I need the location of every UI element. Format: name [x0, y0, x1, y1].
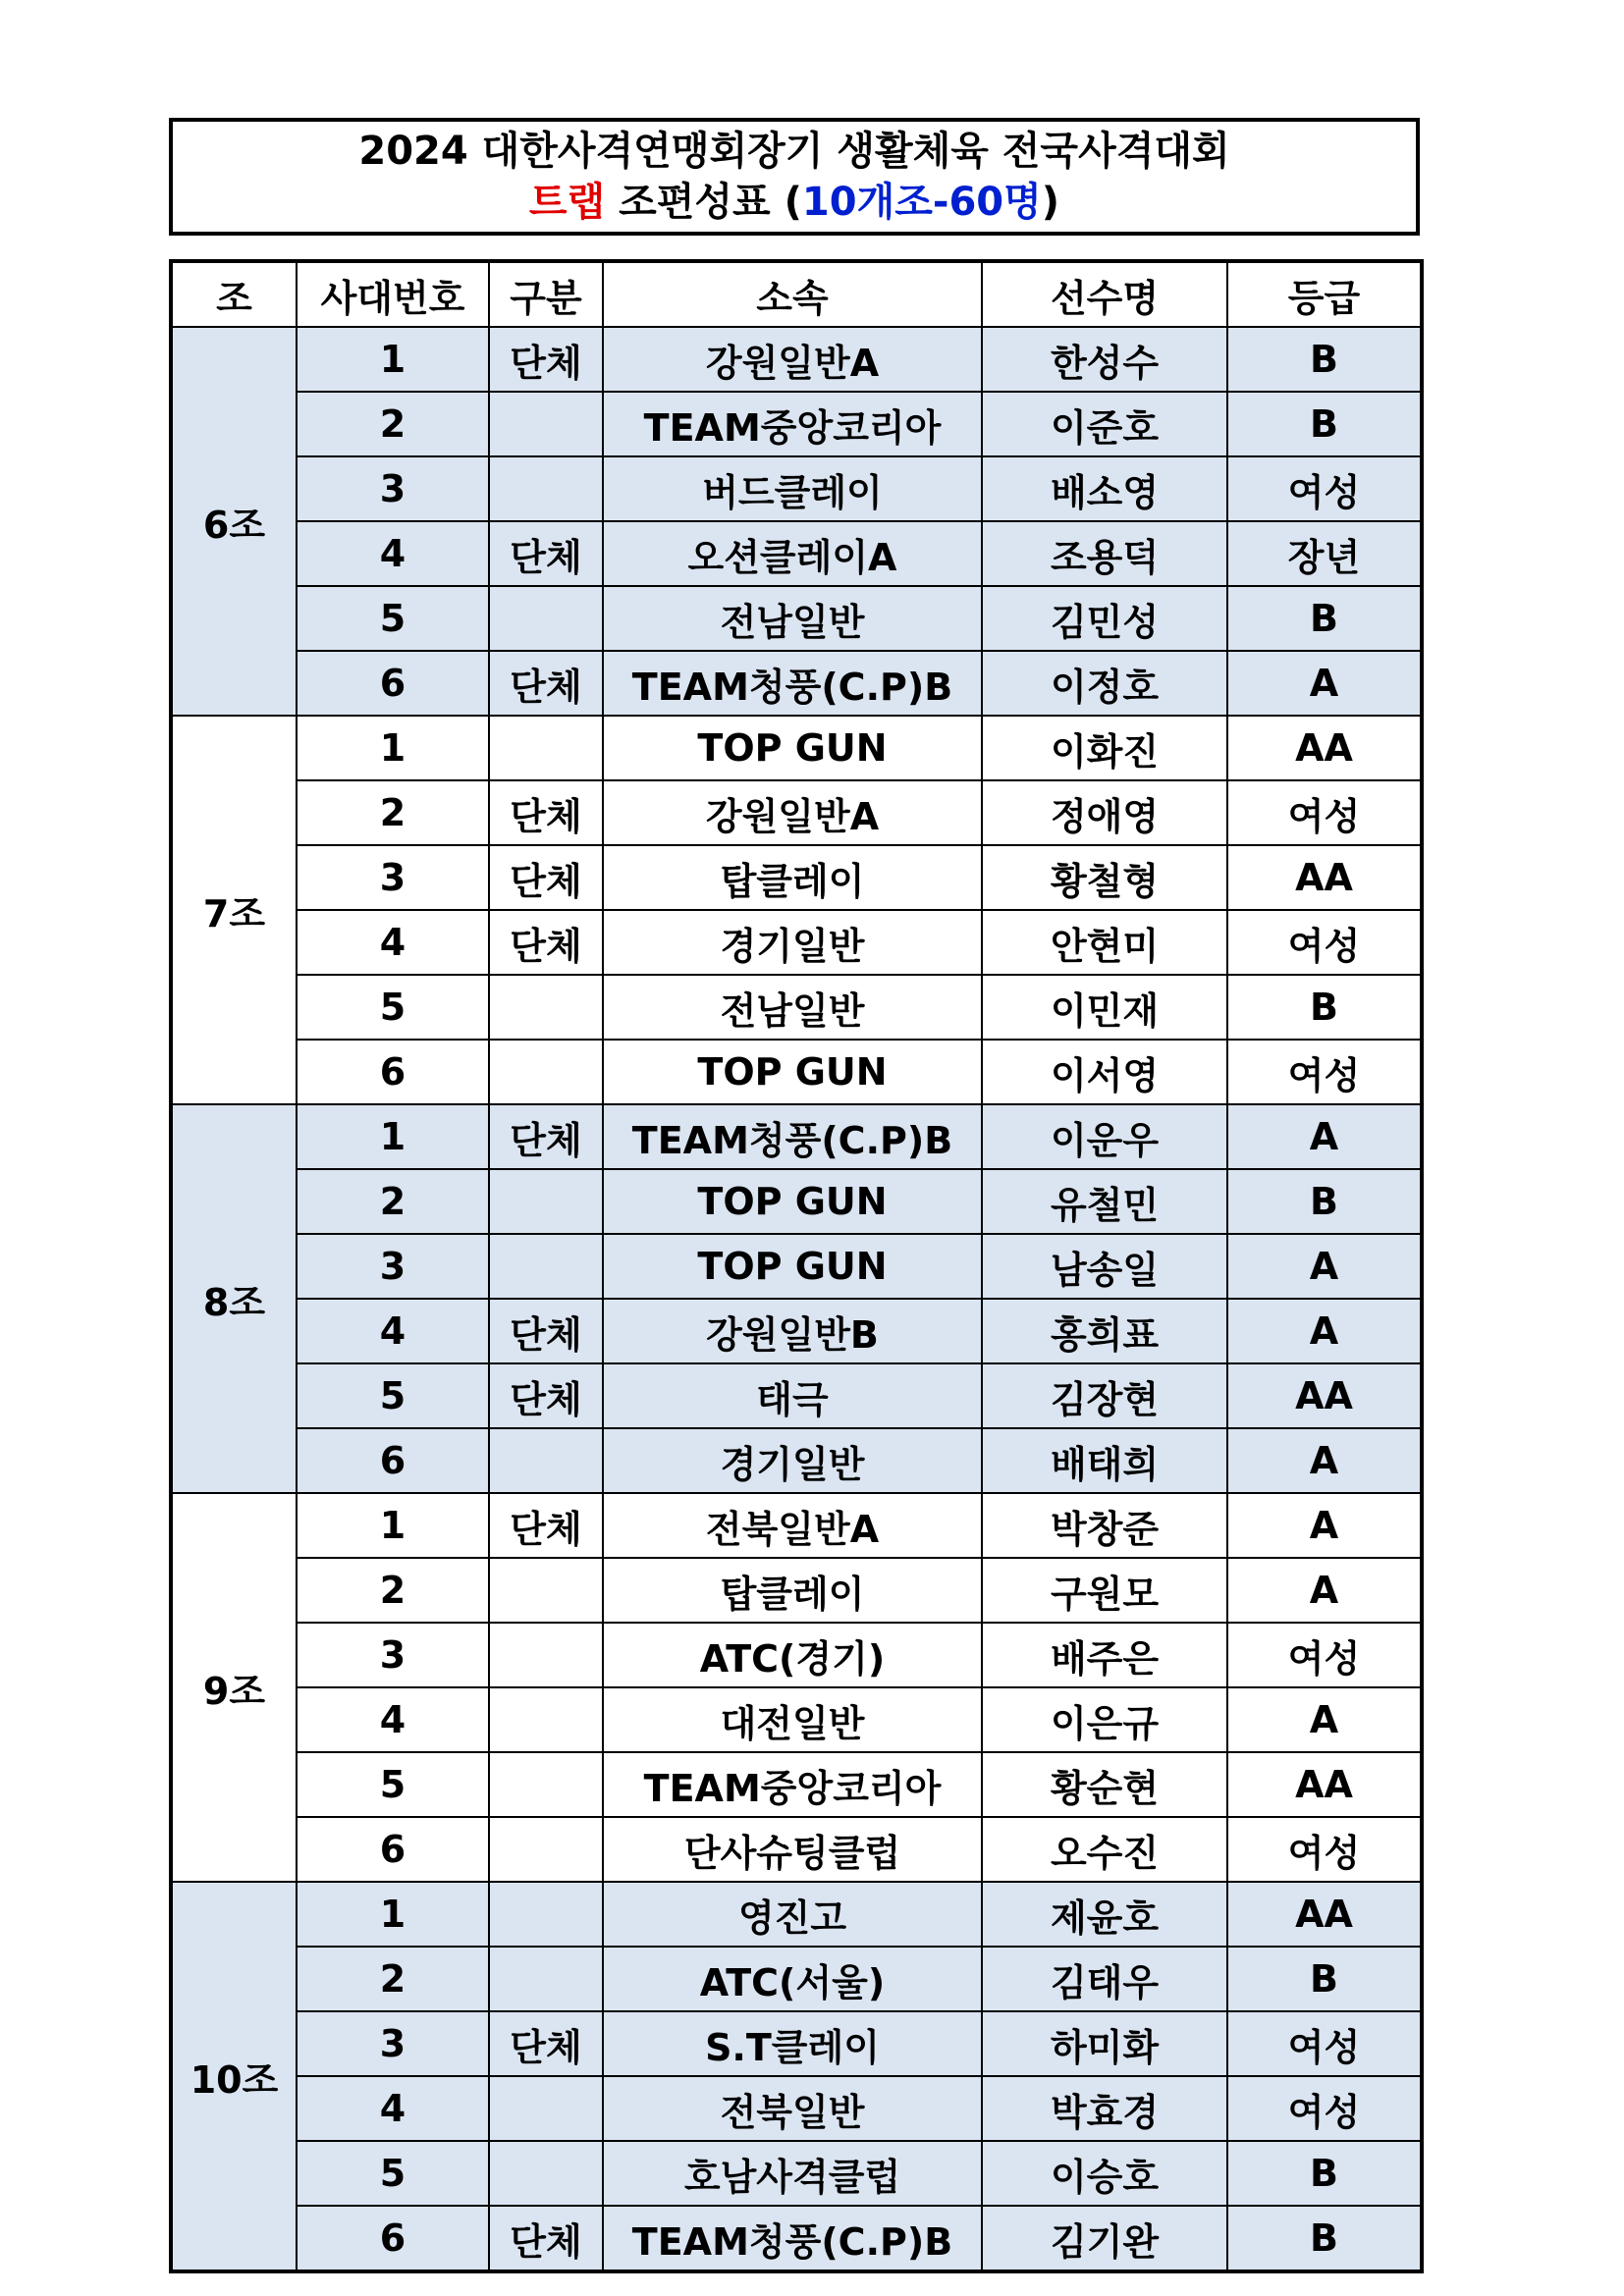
- header-station: 사대번호: [297, 261, 489, 327]
- header-group: 조: [171, 261, 297, 327]
- cell-player: 김기완: [982, 2206, 1227, 2271]
- cell-station: 1: [297, 716, 489, 780]
- cell-grade: A: [1227, 1558, 1422, 1623]
- cell-player: 제윤호: [982, 1882, 1227, 1947]
- cell-grade: B: [1227, 2141, 1422, 2206]
- title-box: [169, 118, 1420, 236]
- cell-station: 5: [297, 975, 489, 1040]
- cell-station: 4: [297, 1299, 489, 1363]
- cell-type: 단체: [489, 1363, 603, 1428]
- table-row: [171, 1040, 1422, 1104]
- cell-player: 박효경: [982, 2076, 1227, 2141]
- cell-player: 이정호: [982, 651, 1227, 716]
- cell-station: 2: [297, 780, 489, 845]
- cell-grade: B: [1227, 1169, 1422, 1234]
- cell-station: 3: [297, 456, 489, 521]
- cell-type: [489, 716, 603, 780]
- cell-station: 6: [297, 2206, 489, 2271]
- cell-type: [489, 1947, 603, 2011]
- document-subtitle: [529, 177, 1059, 228]
- cell-station: 6: [297, 1428, 489, 1493]
- table-row: [171, 2141, 1422, 2206]
- cell-grade: 여성: [1227, 1623, 1422, 1687]
- header-player: 선수명: [982, 261, 1227, 327]
- table-row: [171, 392, 1422, 456]
- cell-affiliation: 호남사격클럽: [603, 2141, 982, 2206]
- table-row: [171, 1687, 1422, 1752]
- cell-type: 단체: [489, 1299, 603, 1363]
- cell-player: 김태우: [982, 1947, 1227, 2011]
- cell-type: [489, 392, 603, 456]
- cell-grade: 여성: [1227, 910, 1422, 975]
- table-row: [171, 780, 1422, 845]
- table-row: [171, 586, 1422, 651]
- cell-affiliation: TEAM청풍(C.P)B: [603, 1104, 982, 1169]
- cell-type: 단체: [489, 651, 603, 716]
- cell-affiliation: 영진고: [603, 1882, 982, 1947]
- cell-station: 3: [297, 1623, 489, 1687]
- cell-station: 1: [297, 1493, 489, 1558]
- cell-affiliation: 강원일반B: [603, 1299, 982, 1363]
- cell-station: 6: [297, 1817, 489, 1882]
- cell-station: 1: [297, 1882, 489, 1947]
- cell-station: 3: [297, 1234, 489, 1299]
- table-row: [171, 1817, 1422, 1882]
- cell-grade: B: [1227, 1947, 1422, 2011]
- table-row: [171, 910, 1422, 975]
- cell-player: 이민재: [982, 975, 1227, 1040]
- cell-player: 남송일: [982, 1234, 1227, 1299]
- table-row: [171, 975, 1422, 1040]
- cell-group: 6조: [171, 327, 297, 716]
- cell-type: [489, 456, 603, 521]
- cell-affiliation: 버드클레이: [603, 456, 982, 521]
- cell-station: 2: [297, 392, 489, 456]
- cell-group: 7조: [171, 716, 297, 1104]
- cell-affiliation: TEAM청풍(C.P)B: [603, 2206, 982, 2271]
- cell-type: 단체: [489, 2011, 603, 2076]
- cell-affiliation: 강원일반A: [603, 327, 982, 392]
- cell-group: 9조: [171, 1493, 297, 1882]
- cell-type: [489, 1752, 603, 1817]
- cell-grade: A: [1227, 1687, 1422, 1752]
- table-row: [171, 2011, 1422, 2076]
- cell-station: 6: [297, 1040, 489, 1104]
- cell-grade: A: [1227, 651, 1422, 716]
- table-row: [171, 1947, 1422, 2011]
- table-row: [171, 845, 1422, 910]
- cell-group: 8조: [171, 1104, 297, 1493]
- cell-type: [489, 1687, 603, 1752]
- cell-grade: B: [1227, 2206, 1422, 2271]
- cell-type: [489, 1428, 603, 1493]
- table-header-row: [171, 261, 1422, 327]
- cell-type: [489, 1169, 603, 1234]
- cell-grade: AA: [1227, 845, 1422, 910]
- cell-player: 홍희표: [982, 1299, 1227, 1363]
- cell-type: 단체: [489, 780, 603, 845]
- paren-open: (: [784, 180, 802, 225]
- cell-affiliation: 강원일반A: [603, 780, 982, 845]
- cell-grade: A: [1227, 1299, 1422, 1363]
- cell-affiliation: 단사슈팅클럽: [603, 1817, 982, 1882]
- cell-station: 3: [297, 845, 489, 910]
- table-row: [171, 716, 1422, 780]
- group-count: 10개조-60명: [801, 180, 1042, 225]
- event-name: 트랩: [528, 180, 606, 225]
- cell-station: 5: [297, 1363, 489, 1428]
- cell-type: [489, 975, 603, 1040]
- table-row: [171, 1363, 1422, 1428]
- cell-grade: 여성: [1227, 1817, 1422, 1882]
- cell-type: [489, 2141, 603, 2206]
- cell-station: 1: [297, 1104, 489, 1169]
- table-row: [171, 2206, 1422, 2271]
- cell-grade: AA: [1227, 1882, 1422, 1947]
- cell-affiliation: TOP GUN: [603, 1040, 982, 1104]
- cell-affiliation: ATC(경기): [603, 1623, 982, 1687]
- cell-station: 4: [297, 910, 489, 975]
- cell-station: 5: [297, 2141, 489, 2206]
- cell-player: 배소영: [982, 456, 1227, 521]
- cell-grade: 여성: [1227, 2076, 1422, 2141]
- cell-grade: 여성: [1227, 780, 1422, 845]
- cell-grade: A: [1227, 1428, 1422, 1493]
- table-row: [171, 456, 1422, 521]
- cell-affiliation: ATC(서울): [603, 1947, 982, 2011]
- cell-grade: B: [1227, 327, 1422, 392]
- table-row: [171, 1104, 1422, 1169]
- cell-grade: A: [1227, 1104, 1422, 1169]
- paren-close: ): [1041, 180, 1060, 225]
- cell-player: 오수진: [982, 1817, 1227, 1882]
- cell-type: [489, 2076, 603, 2141]
- cell-station: 6: [297, 651, 489, 716]
- cell-affiliation: S.T클레이: [603, 2011, 982, 2076]
- subtitle-label: 조편성표: [619, 180, 771, 225]
- cell-type: [489, 1558, 603, 1623]
- cell-player: 이준호: [982, 392, 1227, 456]
- cell-player: 황철형: [982, 845, 1227, 910]
- cell-type: 단체: [489, 845, 603, 910]
- cell-player: 이은규: [982, 1687, 1227, 1752]
- table-row: [171, 651, 1422, 716]
- cell-player: 이운우: [982, 1104, 1227, 1169]
- cell-player: 하미화: [982, 2011, 1227, 2076]
- cell-player: 안현미: [982, 910, 1227, 975]
- cell-affiliation: 태극: [603, 1363, 982, 1428]
- cell-type: 단체: [489, 521, 603, 586]
- squad-table: [169, 259, 1424, 2273]
- cell-player: 조용덕: [982, 521, 1227, 586]
- table-row: [171, 2076, 1422, 2141]
- cell-grade: B: [1227, 392, 1422, 456]
- cell-type: [489, 1817, 603, 1882]
- cell-player: 배태희: [982, 1428, 1227, 1493]
- header-type: 구분: [489, 261, 603, 327]
- cell-player: 김장현: [982, 1363, 1227, 1428]
- cell-station: 5: [297, 586, 489, 651]
- cell-player: 유철민: [982, 1169, 1227, 1234]
- cell-player: 박창준: [982, 1493, 1227, 1558]
- cell-affiliation: TOP GUN: [603, 716, 982, 780]
- cell-affiliation: 전북일반A: [603, 1493, 982, 1558]
- cell-affiliation: TEAM중앙코리아: [603, 392, 982, 456]
- table-row: [171, 521, 1422, 586]
- cell-station: 3: [297, 2011, 489, 2076]
- cell-affiliation: 대전일반: [603, 1687, 982, 1752]
- table-row: [171, 1234, 1422, 1299]
- cell-grade: A: [1227, 1234, 1422, 1299]
- cell-station: 4: [297, 1687, 489, 1752]
- header-grade: 등급: [1227, 261, 1422, 327]
- header-affiliation: 소속: [603, 261, 982, 327]
- cell-affiliation: 탑클레이: [603, 845, 982, 910]
- table-row: [171, 1493, 1422, 1558]
- cell-station: 5: [297, 1752, 489, 1817]
- document-title: 2024 대한사격연맹회장기 생활체육 전국사격대회: [358, 129, 1230, 174]
- table-body: [171, 327, 1422, 2271]
- cell-type: [489, 1040, 603, 1104]
- cell-type: 단체: [489, 327, 603, 392]
- cell-grade: 장년: [1227, 521, 1422, 586]
- table-row: [171, 1169, 1422, 1234]
- cell-grade: AA: [1227, 1752, 1422, 1817]
- cell-affiliation: 경기일반: [603, 1428, 982, 1493]
- table-row: [171, 1428, 1422, 1493]
- cell-player: 이승호: [982, 2141, 1227, 2206]
- cell-station: 4: [297, 521, 489, 586]
- cell-grade: 여성: [1227, 2011, 1422, 2076]
- cell-affiliation: TOP GUN: [603, 1234, 982, 1299]
- cell-station: 2: [297, 1558, 489, 1623]
- cell-grade: A: [1227, 1493, 1422, 1558]
- cell-type: [489, 586, 603, 651]
- cell-grade: AA: [1227, 1363, 1422, 1428]
- cell-player: 김민성: [982, 586, 1227, 651]
- cell-affiliation: 전남일반: [603, 975, 982, 1040]
- cell-type: 단체: [489, 1493, 603, 1558]
- cell-affiliation: 전북일반: [603, 2076, 982, 2141]
- cell-grade: 여성: [1227, 456, 1422, 521]
- cell-type: [489, 1623, 603, 1687]
- cell-type: [489, 1234, 603, 1299]
- cell-station: 2: [297, 1947, 489, 2011]
- cell-group: 10조: [171, 1882, 297, 2271]
- table-row: [171, 1752, 1422, 1817]
- cell-type: 단체: [489, 910, 603, 975]
- cell-grade: B: [1227, 975, 1422, 1040]
- cell-grade: AA: [1227, 716, 1422, 780]
- cell-affiliation: 탑클레이: [603, 1558, 982, 1623]
- cell-type: 단체: [489, 1104, 603, 1169]
- cell-grade: 여성: [1227, 1040, 1422, 1104]
- cell-player: 배주은: [982, 1623, 1227, 1687]
- table-row: [171, 1623, 1422, 1687]
- cell-player: 정애영: [982, 780, 1227, 845]
- table-row: [171, 327, 1422, 392]
- cell-type: 단체: [489, 2206, 603, 2271]
- table-row: [171, 1299, 1422, 1363]
- cell-station: 2: [297, 1169, 489, 1234]
- cell-affiliation: TOP GUN: [603, 1169, 982, 1234]
- cell-affiliation: TEAM청풍(C.P)B: [603, 651, 982, 716]
- cell-player: 황순현: [982, 1752, 1227, 1817]
- cell-grade: B: [1227, 586, 1422, 651]
- cell-station: 4: [297, 2076, 489, 2141]
- cell-affiliation: 경기일반: [603, 910, 982, 975]
- cell-affiliation: 전남일반: [603, 586, 982, 651]
- cell-player: 구원모: [982, 1558, 1227, 1623]
- table-row: [171, 1558, 1422, 1623]
- cell-affiliation: 오션클레이A: [603, 521, 982, 586]
- cell-affiliation: TEAM중앙코리아: [603, 1752, 982, 1817]
- cell-type: [489, 1882, 603, 1947]
- cell-station: 1: [297, 327, 489, 392]
- cell-player: 이화진: [982, 716, 1227, 780]
- table-row: [171, 1882, 1422, 1947]
- cell-player: 이서영: [982, 1040, 1227, 1104]
- cell-player: 한성수: [982, 327, 1227, 392]
